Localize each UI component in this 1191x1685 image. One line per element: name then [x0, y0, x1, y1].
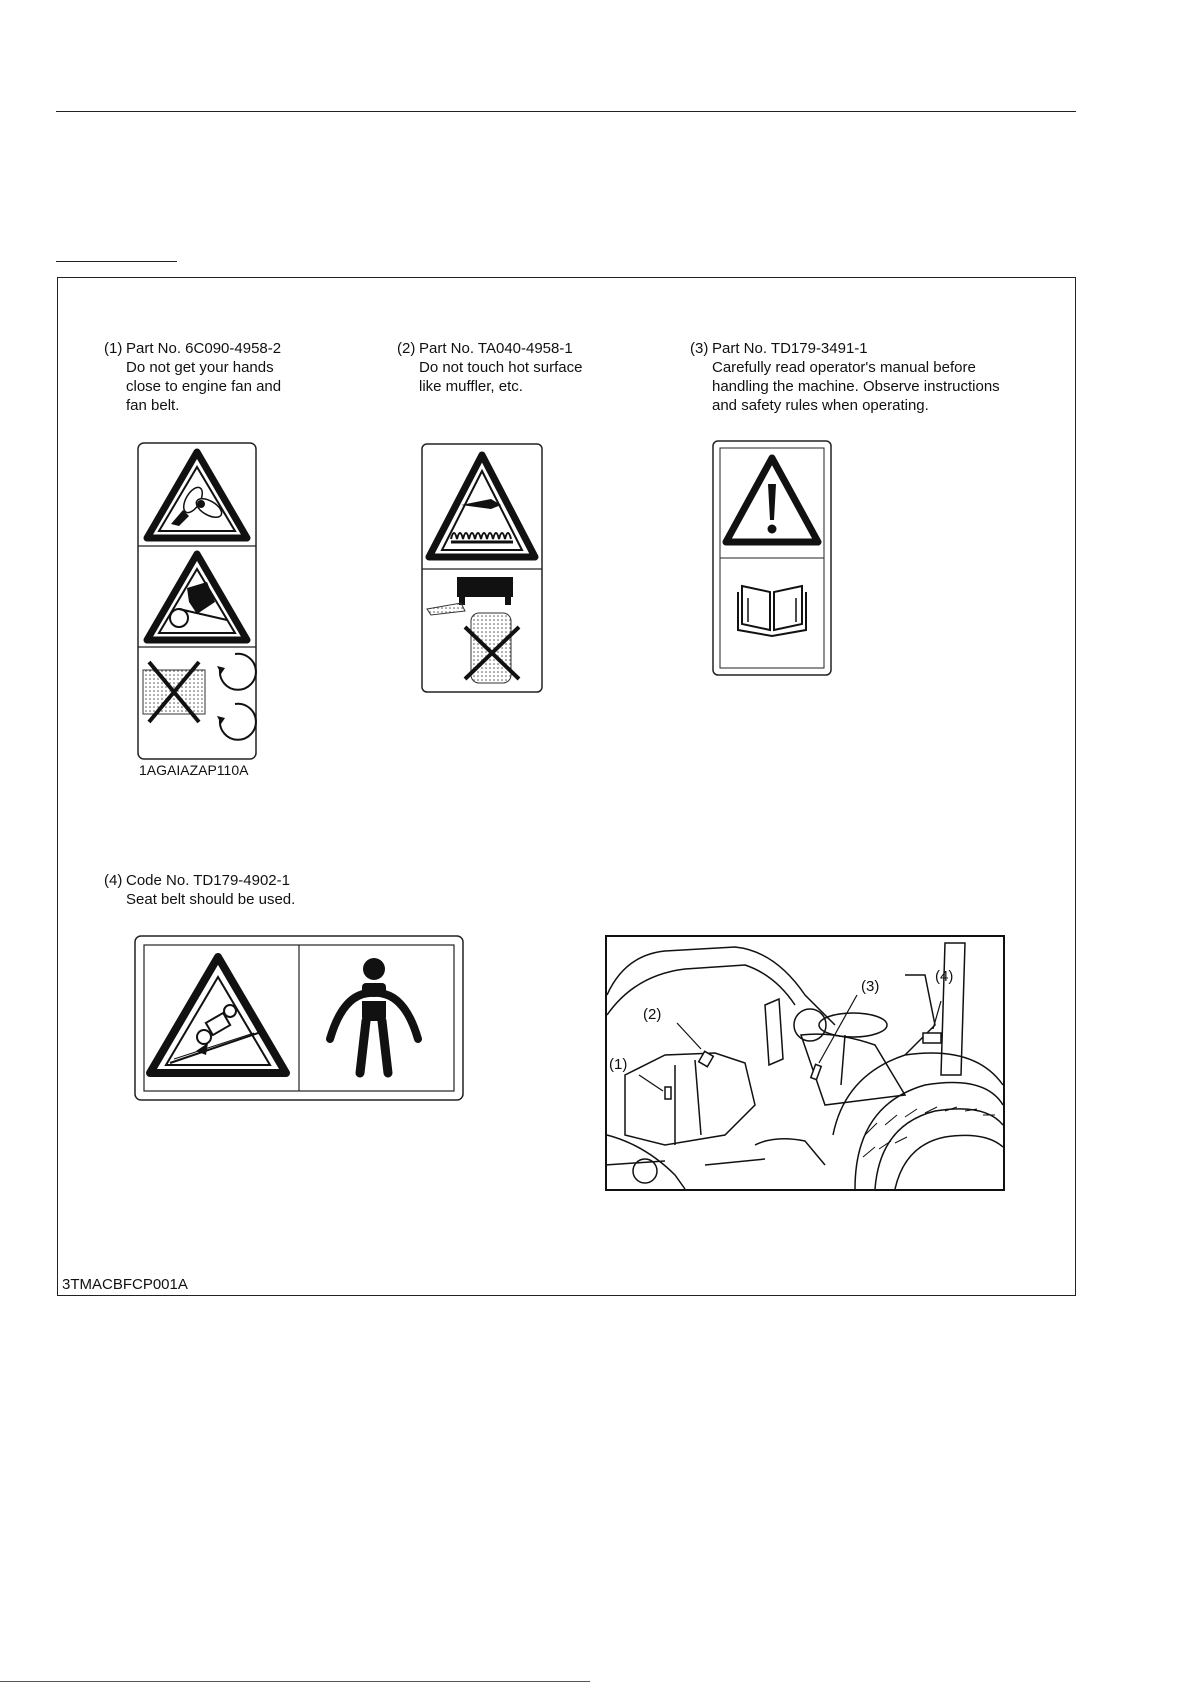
- label-1-line: close to engine fan and: [126, 378, 282, 395]
- header-rule: [56, 111, 1076, 112]
- label-1-line: Do not get your hands: [126, 359, 274, 376]
- decal-3-read-manual: [712, 440, 832, 676]
- callout-3: (3): [861, 978, 880, 995]
- label-3-line: Carefully read operator's manual before: [712, 359, 976, 376]
- label-3-description: [690, 339, 1000, 415]
- label-2-description: [397, 339, 582, 396]
- decal-4-seat-belt: [134, 935, 464, 1101]
- label-3-line: handling the machine. Observe instructions: [712, 378, 1000, 395]
- section-heading-underline: [56, 261, 177, 262]
- callout-2: (2): [643, 1006, 662, 1023]
- label-2-line: like muffler, etc.: [419, 378, 523, 395]
- label-1-line: fan belt.: [126, 397, 180, 414]
- callout-1: (1): [609, 1056, 628, 1073]
- label-4-title: Code No. TD179-4902-1: [126, 872, 290, 889]
- callout-4: (4): [935, 968, 954, 985]
- label-1-number: (1): [104, 340, 123, 357]
- figure-code: 3TMACBFCP001A: [62, 1276, 188, 1293]
- label-2-number: (2): [397, 340, 416, 357]
- label-1-title: Part No. 6C090-4958-2: [126, 340, 282, 357]
- label-1-description: [104, 339, 281, 415]
- label-3-line: and safety rules when operating.: [712, 397, 929, 414]
- footer-rule: [0, 1681, 590, 1682]
- label-2-line: Do not touch hot surface: [419, 359, 583, 376]
- decal-1-image-code: 1AGAIAZAP110A: [139, 762, 249, 778]
- label-3-number: (3): [690, 340, 709, 357]
- location-marker-4: [923, 1033, 941, 1043]
- label-3-title: Part No. TD179-3491-1: [712, 340, 868, 357]
- decal-1-fan-warning: [137, 442, 257, 760]
- location-marker-1: [665, 1087, 671, 1099]
- tractor-label-locations: [605, 935, 1005, 1191]
- label-4-number: (4): [104, 872, 123, 889]
- label-2-title: Part No. TA040-4958-1: [419, 340, 573, 357]
- decal-2-hot-surface-warning: [421, 443, 543, 693]
- label-4-description: [104, 871, 295, 909]
- label-4-line: Seat belt should be used.: [126, 891, 296, 908]
